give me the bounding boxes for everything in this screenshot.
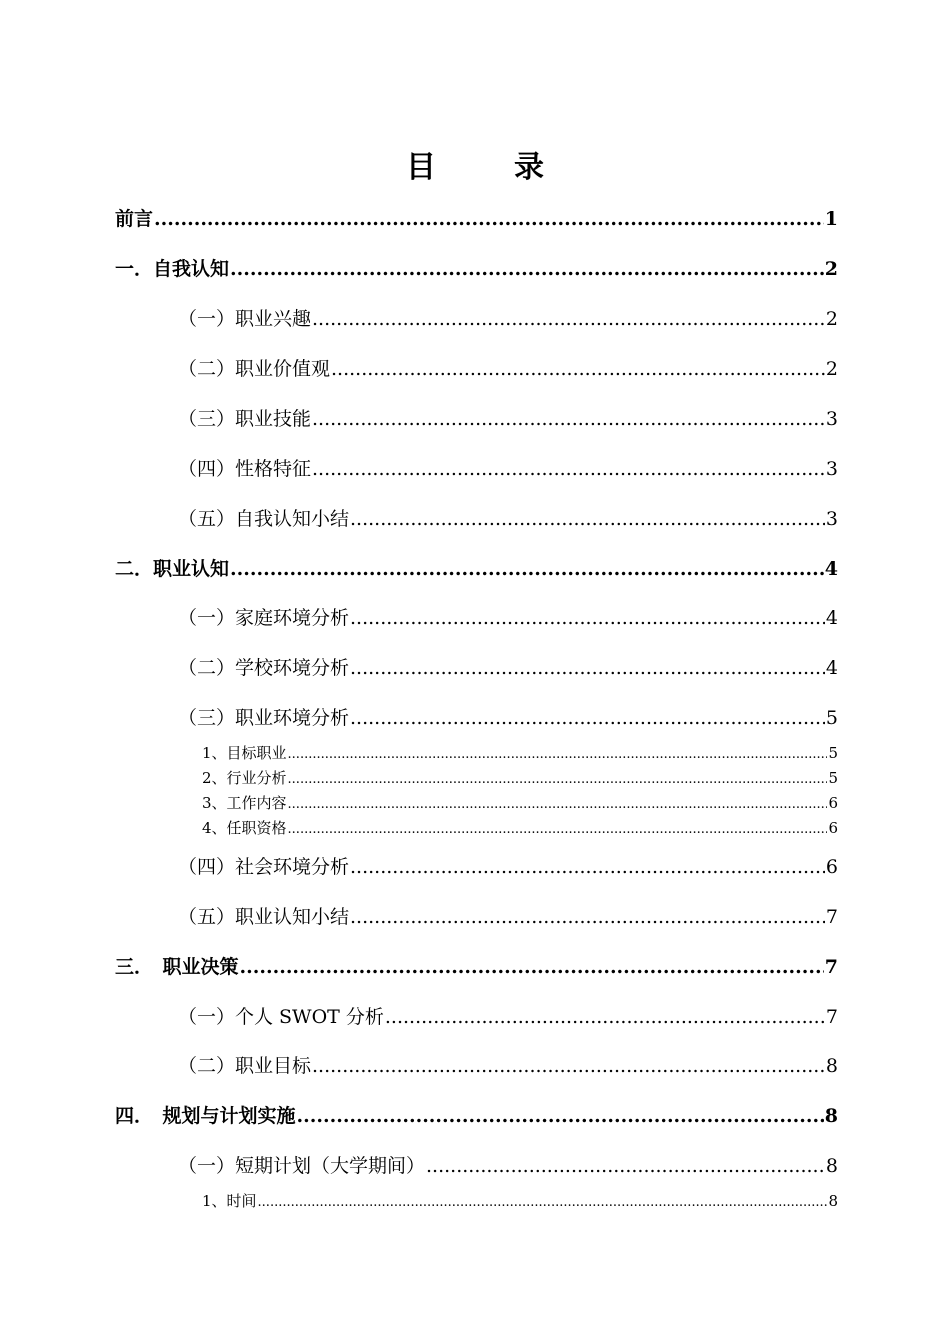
- toc-entry-label: 2、行业分析: [202, 769, 287, 787]
- toc-page-number: 6: [828, 819, 838, 837]
- toc-page-number: 2: [825, 358, 838, 380]
- toc-page-number: 7: [825, 1006, 838, 1028]
- toc-dot-leader: [288, 742, 828, 766]
- toc-entry-time[interactable]: [202, 1190, 838, 1214]
- toc-entry-label: 1、时间: [202, 1192, 257, 1210]
- toc-entry-label: （三）职业环境分析: [178, 707, 350, 729]
- toc-entry-label: （二）学校环境分析: [178, 657, 350, 679]
- toc-dot-leader: [230, 556, 824, 582]
- toc-page-number: 4: [824, 558, 838, 580]
- toc-entry-career-values[interactable]: [178, 356, 838, 382]
- toc-dot-leader: [350, 904, 825, 930]
- toc-entry-label: （四）社会环境分析: [178, 856, 350, 878]
- toc-page-number: 7: [825, 906, 838, 928]
- toc-dot-leader: [288, 767, 828, 791]
- toc-page-number: 8: [825, 1155, 838, 1177]
- toc-entry-short-term-plan[interactable]: [178, 1153, 838, 1179]
- toc-entry-swot[interactable]: [178, 1004, 838, 1030]
- toc-entry-career-decision[interactable]: [115, 954, 838, 980]
- page-title: 目 录: [406, 150, 568, 185]
- toc-entry-label: 3、工作内容: [202, 794, 287, 812]
- toc-dot-leader: [297, 1103, 824, 1129]
- toc-dot-leader: [350, 854, 825, 880]
- toc-entry-career-interest[interactable]: [178, 306, 838, 332]
- toc-entry-label: （五）职业认知小结: [178, 906, 350, 928]
- toc-entry-work-content[interactable]: [202, 792, 838, 816]
- toc-entry-target-career[interactable]: [202, 742, 838, 766]
- toc-dot-leader: [154, 206, 824, 232]
- toc-entry-preface[interactable]: [115, 206, 838, 232]
- toc-entry-label: （四）性格特征: [178, 458, 312, 480]
- toc-entry-label: （一）短期计划（大学期间）: [178, 1155, 426, 1177]
- toc-entry-social-env[interactable]: [178, 854, 838, 880]
- toc-page-number: 6: [828, 794, 838, 812]
- toc-page-number: 8: [825, 1055, 838, 1077]
- toc-dot-leader: [350, 506, 825, 532]
- toc-page-number: 1: [824, 208, 838, 230]
- toc-entry-school-env[interactable]: [178, 655, 838, 681]
- toc-page-number: 5: [828, 769, 838, 787]
- toc-entry-label: 四． 规划与计划实施: [115, 1105, 296, 1127]
- toc-entry-career-goal[interactable]: [178, 1053, 838, 1079]
- toc-dot-leader: [312, 306, 825, 332]
- toc-entry-label: （二）职业目标: [178, 1055, 312, 1077]
- toc-page-number: 8: [824, 1105, 838, 1127]
- toc-page-number: 2: [824, 258, 838, 280]
- toc-entry-career-env[interactable]: [178, 705, 838, 731]
- toc-entry-personality[interactable]: [178, 456, 838, 482]
- toc-entry-label: （一）家庭环境分析: [178, 607, 350, 629]
- toc-dot-leader: [240, 954, 824, 980]
- toc-entry-label: 二．职业认知: [115, 558, 230, 580]
- toc-dot-leader: [288, 792, 828, 816]
- toc-entry-label: 三． 职业决策: [115, 956, 239, 978]
- toc-page-number: 3: [825, 508, 838, 530]
- toc-dot-leader: [426, 1153, 825, 1179]
- toc-entry-industry-analysis[interactable]: [202, 767, 838, 791]
- toc-dot-leader: [312, 406, 825, 432]
- toc-dot-leader: [288, 817, 828, 841]
- toc-page-number: 2: [825, 308, 838, 330]
- toc-entry-qualifications[interactable]: [202, 817, 838, 841]
- toc-entry-label: （三）职业技能: [178, 408, 312, 430]
- toc-entry-self-summary[interactable]: [178, 506, 838, 532]
- toc-entry-career-skills[interactable]: [178, 406, 838, 432]
- toc-page-number: 3: [825, 458, 838, 480]
- toc-page-number: 6: [825, 856, 838, 878]
- toc-dot-leader: [350, 605, 825, 631]
- toc-entry-label: 前言: [115, 208, 154, 230]
- toc-entry-family-env[interactable]: [178, 605, 838, 631]
- toc-page-number: 5: [825, 707, 838, 729]
- toc-entry-label: （一）职业兴趣: [178, 308, 312, 330]
- toc-entry-label: 4、任职资格: [202, 819, 287, 837]
- toc-entry-planning[interactable]: [115, 1103, 838, 1129]
- toc-page-number: 3: [825, 408, 838, 430]
- toc-page-number: 8: [828, 1192, 838, 1210]
- toc-dot-leader: [230, 256, 824, 282]
- toc-page-number: 4: [825, 657, 838, 679]
- toc-entry-label: （五）自我认知小结: [178, 508, 350, 530]
- toc-dot-leader: [350, 705, 825, 731]
- toc-page-number: 7: [824, 956, 838, 978]
- toc-entry-career-awareness[interactable]: [115, 556, 838, 582]
- toc-dot-leader: [312, 1053, 825, 1079]
- toc-entry-label: （一）个人 SWOT 分析: [178, 1006, 384, 1028]
- toc-dot-leader: [312, 456, 825, 482]
- toc-page-number: 5: [828, 744, 838, 762]
- toc-entry-career-summary[interactable]: [178, 904, 838, 930]
- toc-dot-leader: [258, 1190, 828, 1214]
- toc-entry-label: 一．自我认知: [115, 258, 230, 280]
- toc-page-number: 4: [825, 607, 838, 629]
- toc-entry-label: （二）职业价值观: [178, 358, 331, 380]
- toc-dot-leader: [331, 356, 825, 382]
- toc-entry-self-awareness[interactable]: [115, 256, 838, 282]
- toc-dot-leader: [385, 1004, 825, 1030]
- toc-entry-label: 1、目标职业: [202, 744, 287, 762]
- toc-dot-leader: [350, 655, 825, 681]
